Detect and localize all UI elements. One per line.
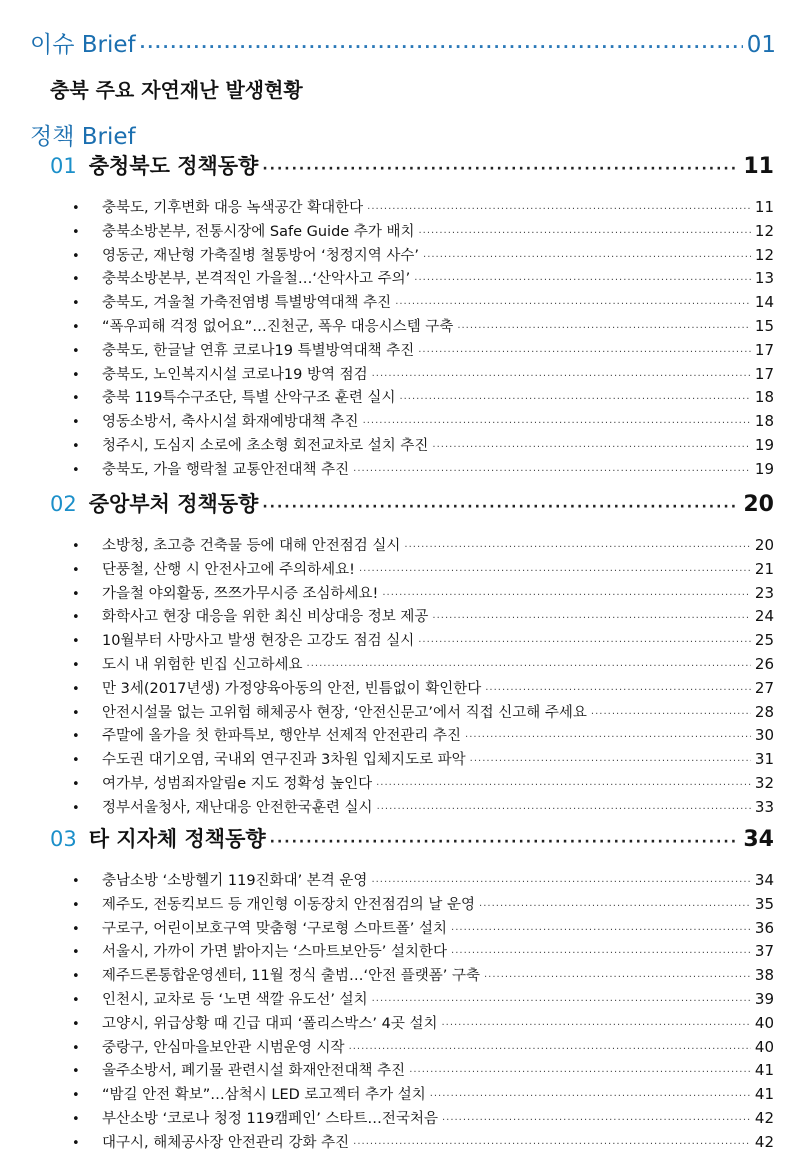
dot-leader xyxy=(432,442,750,453)
toc-entry-page: 12 xyxy=(754,245,774,264)
dot-leader xyxy=(479,901,751,912)
dot-leader xyxy=(262,499,739,515)
toc-entry-page: 15 xyxy=(754,317,774,335)
dot-leader xyxy=(470,756,751,767)
bullet-icon: • xyxy=(72,1016,80,1032)
toc-entry-page: 13 xyxy=(754,269,774,288)
toc-entry[interactable] xyxy=(72,605,774,626)
toc-entry-page: 31 xyxy=(754,750,774,769)
policy-brief-title: 정책 Brief xyxy=(30,124,136,150)
toc-entry[interactable] xyxy=(72,1012,774,1033)
dot-leader xyxy=(451,948,751,959)
bullet-icon: • xyxy=(72,753,80,769)
dot-leader xyxy=(262,161,739,177)
toc-entry[interactable] xyxy=(72,315,774,336)
dot-leader xyxy=(382,590,751,601)
toc-entry-title: 충북도, 가을 행락철 교통안전대책 추진 xyxy=(102,461,350,478)
toc-entry[interactable] xyxy=(72,582,774,603)
toc-entry-title: 제주도, 전동킥보드 등 개인형 이동장치 안전점검의 날 운영 xyxy=(102,896,476,913)
bullet-icon: • xyxy=(72,897,80,913)
toc-entry-page: 40 xyxy=(754,1013,774,1032)
dot-leader xyxy=(372,996,751,1007)
toc-entry[interactable] xyxy=(72,677,774,698)
toc-entry-title: 충북도, 한글날 연휴 코로나19 특별방역대책 추진 xyxy=(102,342,415,359)
toc-entry[interactable] xyxy=(72,363,774,384)
bullet-icon: • xyxy=(72,1064,80,1080)
section-number: 02 xyxy=(50,492,77,516)
bullet-icon: • xyxy=(72,586,80,602)
toc-entry[interactable] xyxy=(72,458,774,479)
toc-entry-page: 35 xyxy=(754,894,774,913)
toc-entry-title: 단풍철, 산행 시 안전사고에 주의하세요! xyxy=(102,561,355,578)
toc-entry[interactable] xyxy=(72,796,774,817)
dot-leader xyxy=(484,972,751,983)
dot-leader xyxy=(409,1067,751,1078)
bullet-icon: • xyxy=(72,343,80,359)
section-number: 03 xyxy=(50,827,77,851)
toc-entry[interactable] xyxy=(72,339,774,360)
toc-entry[interactable] xyxy=(72,748,774,769)
dot-leader xyxy=(451,925,751,936)
toc-entry-title: 소방청, 초고층 건축물 등에 대해 안전점검 실시 xyxy=(102,538,401,554)
dot-leader xyxy=(395,299,751,310)
toc-entry[interactable] xyxy=(72,220,774,241)
toc-entry-page: 34 xyxy=(754,871,774,889)
toc-entry-title: 화학사고 현장 대응을 위한 최신 비상대응 정보 제공 xyxy=(102,609,429,626)
toc-entry-title: 도시 내 위험한 빈집 신고하세요 xyxy=(102,657,303,673)
toc-entry[interactable] xyxy=(72,410,774,431)
toc-entry-page: 23 xyxy=(754,583,774,602)
toc-entry-page: 18 xyxy=(754,388,774,407)
issue-brief-page: 01 xyxy=(746,32,776,58)
dot-leader xyxy=(353,466,751,477)
toc-entry-page: 36 xyxy=(754,918,774,937)
dot-leader xyxy=(591,709,751,720)
dot-leader xyxy=(418,347,751,358)
toc-entry-page: 33 xyxy=(754,797,774,816)
toc-entry-page: 41 xyxy=(754,1061,774,1080)
toc-entry-page: 19 xyxy=(754,436,774,454)
toc-entry-title: 충북도, 노인복지시설 코로나19 방역 점검 xyxy=(102,366,368,383)
dot-leader xyxy=(418,228,750,239)
dot-leader xyxy=(432,613,750,624)
section-title-text: 타 지자체 정책동향 xyxy=(88,827,266,851)
toc-entry-title: 충북소방본부, 본격적인 가을철…‘산악사고 주의’ xyxy=(102,271,411,288)
toc-entry-title: 서울시, 가까이 가면 밝아지는 ‘스마트보안등’ 설치한다 xyxy=(102,944,448,961)
toc-entry[interactable] xyxy=(72,1036,774,1057)
dot-leader xyxy=(363,418,751,429)
toc-entry-title: 정부서울청사, 재난대응 안전한국훈련 실시 xyxy=(102,799,373,816)
toc-entry-page: 18 xyxy=(754,412,774,431)
bullet-icon: • xyxy=(72,224,80,240)
dot-leader xyxy=(307,661,751,672)
toc-entry-page: 25 xyxy=(754,631,774,650)
toc-entry[interactable] xyxy=(72,772,774,793)
toc-entry[interactable] xyxy=(72,267,774,288)
bullet-icon: • xyxy=(72,777,80,792)
toc-entry-title: 대구시, 해체공사장 안전관리 강화 추진 xyxy=(102,1134,350,1151)
section-heading-03[interactable] xyxy=(50,823,774,853)
dot-leader xyxy=(372,371,751,382)
toc-entry-title: 제주드론통합운영센터, 11월 정식 출범…‘안전 플랫폼’ 구축 xyxy=(102,968,480,985)
toc-entry[interactable] xyxy=(72,964,774,985)
bullet-icon: • xyxy=(72,462,80,478)
bullet-icon: • xyxy=(72,634,80,650)
bullet-icon: • xyxy=(72,681,80,697)
bullet-icon: • xyxy=(72,705,80,721)
toc-entry[interactable] xyxy=(72,558,774,579)
toc-entry-page: 12 xyxy=(754,221,774,240)
issue-brief-subtitle[interactable]: 충북 주요 자연재난 발생현황 xyxy=(50,78,303,102)
toc-entry-title: “밤길 안전 확보”…삼척시 LED 로고젝터 추가 설치 xyxy=(102,1087,426,1104)
toc-entry-page: 30 xyxy=(754,726,774,745)
toc-entry-page: 17 xyxy=(754,364,774,383)
section-page: 11 xyxy=(743,154,774,179)
toc-entry-page: 40 xyxy=(754,1037,774,1056)
dot-leader xyxy=(442,1115,751,1126)
dot-leader xyxy=(404,542,751,553)
bullet-icon: • xyxy=(72,367,80,383)
dot-leader xyxy=(377,804,751,815)
toc-entry[interactable] xyxy=(72,701,774,722)
toc-entry-page: 42 xyxy=(754,1132,774,1151)
toc-entry-page: 28 xyxy=(754,702,774,721)
toc-entry-page: 41 xyxy=(754,1085,774,1104)
bullet-icon: • xyxy=(72,729,80,745)
bullet-icon: • xyxy=(72,945,80,961)
section-title xyxy=(50,150,258,180)
toc-entry[interactable] xyxy=(72,893,774,914)
toc-entry-page: 37 xyxy=(754,942,774,961)
section-page: 20 xyxy=(743,492,774,517)
toc-entry-page: 24 xyxy=(754,607,774,626)
toc-entry-page: 17 xyxy=(754,340,774,359)
bullet-icon: • xyxy=(72,1040,80,1056)
issue-brief-title: 이슈 Brief xyxy=(30,32,136,58)
toc-entry-title: 영동군, 재난형 가축질병 철통방어 ‘청정지역 사수’ xyxy=(102,247,420,264)
dot-leader xyxy=(399,394,750,405)
toc-entry-title: 충북도, 겨울철 가축전염병 특별방역대책 추진 xyxy=(102,295,392,312)
toc-entry-page: 20 xyxy=(754,536,774,554)
toc-entry-title: 고양시, 위급상황 때 긴급 대피 ‘폴리스박스’ 4곳 설치 xyxy=(102,1015,438,1032)
toc-entry-title: 충남소방 ‘소방헬기 119진화대’ 본격 운영 xyxy=(102,873,368,889)
dot-leader xyxy=(418,637,751,648)
bullet-icon: • xyxy=(72,921,80,937)
dot-leader xyxy=(465,732,751,743)
dot-leader xyxy=(140,38,743,56)
toc-entry-title: 충북도, 기후변화 대응 녹색공간 확대한다 xyxy=(102,200,364,216)
section-heading-01[interactable] xyxy=(50,150,774,180)
bullet-icon: • xyxy=(72,1135,80,1151)
bullet-icon: • xyxy=(72,874,80,889)
toc-entry-title: 여가부, 성범죄자알림e 지도 정확성 높인다 xyxy=(102,776,373,792)
toc-entry[interactable] xyxy=(72,434,774,455)
toc-entry[interactable] xyxy=(72,988,774,1009)
bullet-icon: • xyxy=(72,320,80,335)
section-page: 34 xyxy=(743,827,774,852)
bullet-icon: • xyxy=(72,969,80,985)
toc-entry-title: 주말에 올가을 첫 한파특보, 행안부 선제적 안전관리 추진 xyxy=(102,728,462,745)
bullet-icon: • xyxy=(72,1088,80,1104)
dot-leader xyxy=(270,834,740,850)
toc-entry-title: 충북소방본부, 전통시장에 Safe Guide 추가 배치 xyxy=(102,223,415,240)
toc-entry-title: 청주시, 도심지 소로에 초소형 회전교차로 설치 추진 xyxy=(102,438,429,454)
bullet-icon: • xyxy=(72,800,80,816)
bullet-icon: • xyxy=(72,993,80,1008)
bullet-icon: • xyxy=(72,248,80,264)
toc-entry-title: 가을철 야외활동, 쯔쯔가무시증 조심하세요! xyxy=(102,585,379,602)
toc-entry-title: 충북 119특수구조단, 특별 산악구조 훈련 실시 xyxy=(102,390,396,407)
toc-entry-title: 영동소방서, 축사시설 화재예방대책 추진 xyxy=(102,414,359,431)
toc-entry-title: 10월부터 사망사고 발생 현장은 고강도 점검 실시 xyxy=(102,633,415,650)
toc-entry-page: 42 xyxy=(754,1109,774,1127)
toc-entry[interactable] xyxy=(72,386,774,407)
dot-leader xyxy=(485,685,751,696)
bullet-icon: • xyxy=(72,439,80,454)
dot-leader xyxy=(353,1139,751,1150)
dot-leader xyxy=(457,323,751,334)
toc-entry-title: 부산소방 ‘코로나 청정 119캠페인’ 스타트…전국처음 xyxy=(102,1111,438,1127)
bullet-icon: • xyxy=(72,658,80,673)
section-title xyxy=(50,823,266,853)
toc-entry[interactable] xyxy=(72,869,774,890)
toc-entry-title: 인천시, 교차로 등 ‘노면 색깔 유도선’ 설치 xyxy=(102,992,368,1008)
dot-leader xyxy=(349,1044,751,1055)
bullet-icon: • xyxy=(72,201,80,216)
toc-entry-page: 27 xyxy=(754,678,774,697)
toc-entry-page: 21 xyxy=(754,559,774,578)
dot-leader xyxy=(371,877,750,888)
bullet-icon: • xyxy=(72,272,80,288)
bullet-icon: • xyxy=(72,610,80,626)
toc-entry[interactable] xyxy=(72,1083,774,1104)
toc-entry-title: 만 3세(2017년생) 가정양육아동의 안전, 빈틈없이 확인한다 xyxy=(102,680,482,697)
section-title xyxy=(50,488,258,518)
section-number: 01 xyxy=(50,154,77,178)
toc-entry[interactable] xyxy=(72,534,774,555)
toc-entry[interactable] xyxy=(72,940,774,961)
dot-leader xyxy=(441,1020,750,1031)
toc-entry[interactable] xyxy=(72,629,774,650)
issue-brief-heading[interactable] xyxy=(30,26,776,59)
toc-entry[interactable] xyxy=(72,1107,774,1128)
toc-entry[interactable] xyxy=(72,291,774,312)
toc-entry[interactable] xyxy=(72,724,774,745)
bullet-icon: • xyxy=(72,391,80,407)
dot-leader xyxy=(430,1091,751,1102)
toc-entry-title: 울주소방서, 폐기물 관련시설 화재안전대책 추진 xyxy=(102,1063,406,1080)
toc-entry-page: 11 xyxy=(754,198,774,216)
toc-entry[interactable] xyxy=(72,244,774,265)
toc-entry-page: 14 xyxy=(754,293,774,312)
toc-entry-title: 중랑구, 안심마을보안관 시범운영 시작 xyxy=(102,1039,345,1056)
toc-entry-title: 안전시설물 없는 고위험 해체공사 현장, ‘안전신문고’에서 직접 신고해 주세요 xyxy=(102,704,587,721)
dot-leader xyxy=(359,566,751,577)
dot-leader xyxy=(376,780,751,791)
bullet-icon: • xyxy=(72,562,80,578)
dot-leader xyxy=(367,204,751,215)
bullet-icon: • xyxy=(72,296,80,312)
toc-entry[interactable] xyxy=(72,653,774,674)
toc-entry[interactable] xyxy=(72,1059,774,1080)
toc-entry-title: “폭우피해 걱정 없어요”…진천군, 폭우 대응시스템 구축 xyxy=(102,319,454,335)
dot-leader xyxy=(414,275,751,286)
bullet-icon: • xyxy=(72,415,80,431)
toc-entry[interactable] xyxy=(72,917,774,938)
section-title-text: 충청북도 정책동향 xyxy=(88,154,259,178)
dot-leader xyxy=(423,252,751,263)
toc-entry-title: 구로구, 어린이보호구역 맞춤형 ‘구로형 스마트폴’ 설치 xyxy=(102,920,448,937)
section-heading-02[interactable] xyxy=(50,488,774,518)
toc-entry-page: 32 xyxy=(754,774,774,792)
toc-entry[interactable] xyxy=(72,1131,774,1152)
section-title-text: 중앙부처 정책동향 xyxy=(88,492,259,516)
toc-entry-title: 수도권 대기오염, 국내외 연구진과 3차원 입체지도로 파악 xyxy=(102,752,466,769)
toc-entry-page: 19 xyxy=(754,459,774,478)
toc-entry-page: 39 xyxy=(754,990,774,1008)
toc-entry-page: 26 xyxy=(754,655,774,673)
bullet-icon: • xyxy=(72,1112,80,1127)
toc-entry-page: 38 xyxy=(754,966,774,985)
toc-entry[interactable] xyxy=(72,196,774,217)
bullet-icon: • xyxy=(72,539,80,554)
